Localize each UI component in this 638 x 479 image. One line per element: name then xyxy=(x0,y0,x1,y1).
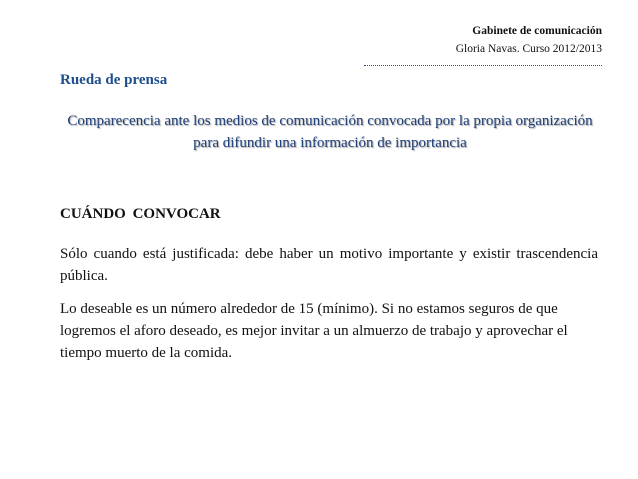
definition-text: Comparecencia ante los medios de comunicación convocada por la propia organización para difundir una información de importancia xyxy=(67,113,593,151)
paragraph-attendance: Lo deseable es un número alrededor de 15 (mínimo). Si no estamos seguros de que logremos el aforo deseado, es mejor invitar a un almuerzo de trabajo y aprovechar el tiempo muerto de la comida. xyxy=(60,301,568,361)
section-title: Rueda de prensa xyxy=(60,72,168,88)
content-heading: CUÁNDO CONVOCAR xyxy=(60,206,221,222)
header-author-course: Gloria Navas. Curso 2012/2013 xyxy=(455,43,602,55)
header-divider xyxy=(364,65,602,66)
page-header xyxy=(456,22,602,58)
header-organization: Gabinete de comunicación xyxy=(472,25,602,37)
paragraph-justification: Sólo cuando está justificada: debe haber un motivo importante y existir trascendencia pública. xyxy=(60,246,598,284)
